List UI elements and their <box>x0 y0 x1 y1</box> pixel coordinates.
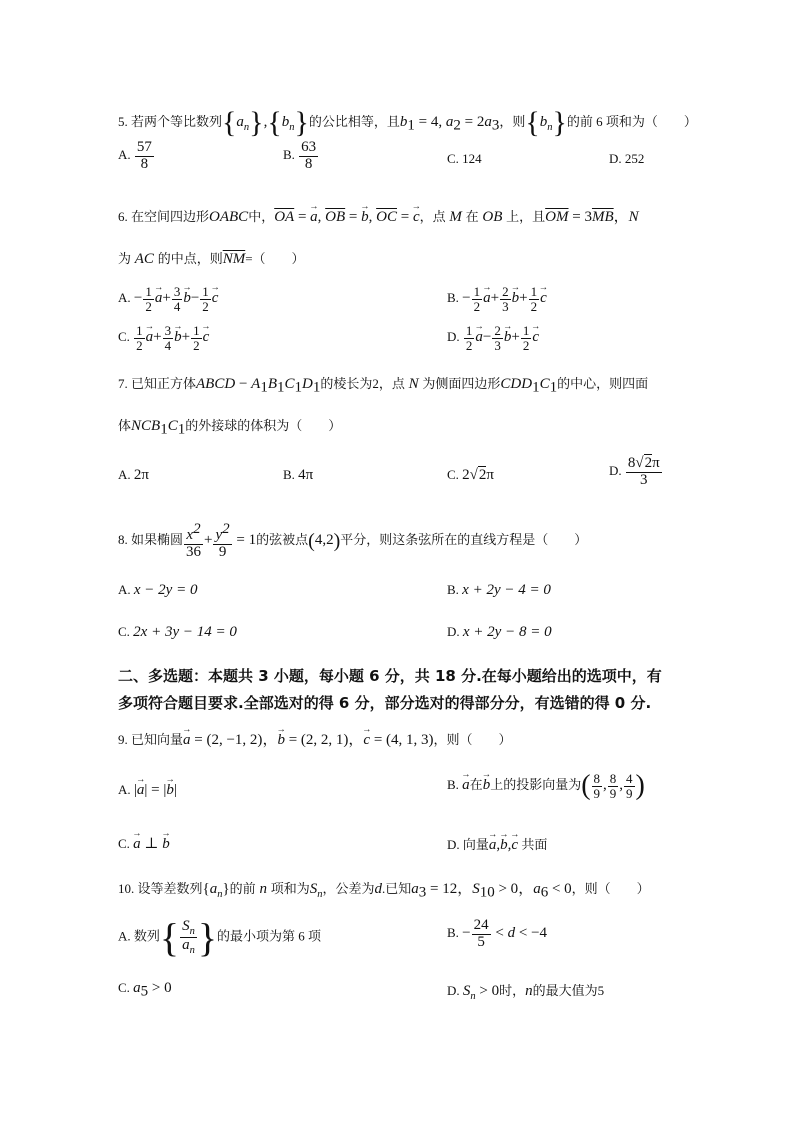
question-10-stem: 10. 设等差数列$\{a_n\}$的前 n 项和为$S_n$，公差为d.已知$a_3 = 12$，$S_{10} > 0$，$a_6 < 0$，则（ ） <box>118 881 650 901</box>
q5-option-c: C. 124 <box>447 151 482 166</box>
q9-option-a: A. |→ a| = |→ b| <box>118 782 177 799</box>
q6-option-c: C. $\frac{1}{2}$ → a+ $\frac{3}{4}$ → b+ $\frac{1}{2}$ → c <box>118 324 209 352</box>
question-9-stem: 9. 已知向量→ a = (2, −1, 2)，→ b = (2, 2, 1)，→ c = (4, 1, 3)，则（ ） <box>118 728 512 749</box>
q7-option-d: D. $\frac{8√2\pi}{3}$ <box>609 455 660 488</box>
q8-option-a: A. x − 2y = 0 <box>118 582 198 598</box>
q5-option-a: A. $\frac{57}{8}$ <box>118 139 152 172</box>
question-6-line-2: 为 AC 的中点，则$\overline{NM}=$（ ） <box>118 251 305 267</box>
q6-option-a: A. − $\frac{1}{2}$ → a+ $\frac{3}{4}$ → b− $\frac{1}{2}$ → c <box>118 285 218 313</box>
q8-option-b: B. x + 2y − 4 = 0 <box>447 582 551 598</box>
q7-option-a: A. 2π <box>118 467 149 483</box>
question-5-stem: 5. 若两个等比数列$\{a_n\},\{b_n\}$的公比相等，且$b_1 = 4$, $a_2 = 2a_3$，则$\{b_n\}$的前 6 项和为（ ） <box>118 106 697 139</box>
q5-option-d: D. 252 <box>609 151 645 166</box>
q10-option-d: D. $S_n > 0$时，n的最大值为5 <box>447 983 605 1002</box>
section-2-heading-line-2: 多项符合题目要求.全部选对的得 6 分，部分选对的得部分分，有选错的得 0 分. <box>118 694 652 712</box>
q10-option-a: A. 数列{ $\frac{S_n}{a_n}$ }的最小项为第 6 项 <box>118 915 322 960</box>
q10-option-b: B. − $\frac{24}{5}$ < d < −4 <box>447 917 548 950</box>
q6-option-b: B. − $\frac{1}{2}$ → a+ $\frac{2}{3}$ → b+ $\frac{1}{2}$ → c <box>447 285 547 313</box>
question-7-line-2: 体$NCB_1C_1$的外接球的体积为（ ） <box>118 418 342 438</box>
question-6-line-1: 6. 在空间四边形OABC中，$\overline{OA}$ = → a, $\overline{OB}$ = → b, $\overline{OC}$ = → c，点 M 在 OB 上，且$\overline{OM} = 3\overline{MB}$，N <box>118 205 639 226</box>
section-2-heading-line-1: 二、多选题：本题共 3 小题，每小题 6 分，共 18 分.在每小题给出的选项中，有 <box>118 667 662 685</box>
q9-option-d: D. 向量→ a,→ b,→ c 共面 <box>447 834 547 854</box>
q7-option-c: C. 2√2π <box>447 467 494 483</box>
question-7-line-1: 7. 已知正方体ABCD − $A_1B_1C_1D_1$的棱长为2，点 N 为侧面四边形$CDD_1C_1$的中心，则四面 <box>118 376 649 396</box>
q8-option-d: D. x + 2y − 8 = 0 <box>447 624 552 640</box>
q8-option-c: C. 2x + 3y − 14 = 0 <box>118 624 237 640</box>
q9-option-c: C. → a ⊥ → b <box>118 834 170 853</box>
q6-option-d: D. $\frac{1}{2}$ → a− $\frac{2}{3}$ → b+ $\frac{1}{2}$ → c <box>447 324 539 352</box>
question-8-stem: 8. 如果椭圆 $\frac{x^2}{36}$ + $\frac{y^2}{9}$ = 1的弦被点(4,2)平分，则这条弦所在的直线方程是（ ） <box>118 521 588 560</box>
q10-option-c: C. $a_5 > 0$ <box>118 980 172 1000</box>
q5-option-b: B. $\frac{63}{8}$ <box>283 139 317 172</box>
q7-option-b: B. 4π <box>283 467 314 483</box>
q9-option-b: B. → a在→ b上的投影向量为( $\frac{8}{9}$ , $\frac{8}{9}$ , $\frac{4}{9}$ ) <box>447 770 645 802</box>
